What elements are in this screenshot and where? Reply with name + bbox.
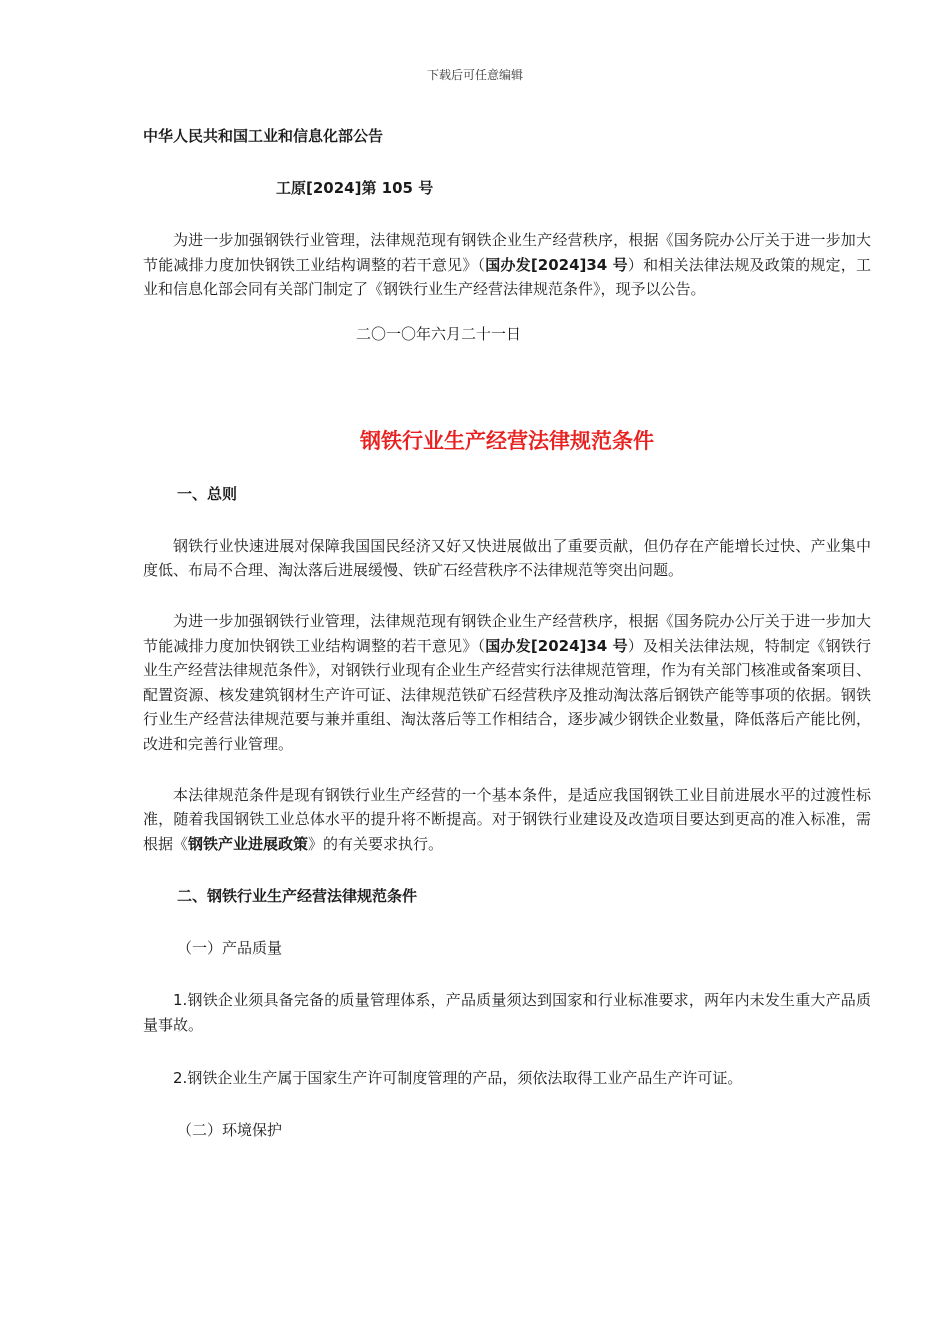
section-heading-general: 一、总则 [177,484,238,503]
list-item-2 [143,1066,871,1091]
general-paragraph-1: 钢铁行业快速进展对保障我国国民经济又好又快进展做出了重要贡献，但仍存在产能增长过快、产业集中度低、布局不合理、淘汰落后进展缓慢、铁矿石经营秩序不法律规范等突出问题。 [143,536,871,580]
document-number: 工原[2024]第 105 号 [276,179,434,197]
intro-text-1: 为进一步加强钢铁行业管理，法律规范现有钢铁企业生产经营秩序，根据《国务院办公厅关于进一步加大节能减排力度加快钢铁工业结构调整的若干意见》（ [143,231,871,274]
section-heading-conditions: 二、钢铁行业生产经营法律规范条件 [177,887,418,906]
intro-text-2: ）和相关法律法规及政策的规定，工业和信息化部会同有关部门制定了《钢铁行业生产经营法律规范条件》，现予以公告。 [143,255,871,299]
list-item-2-number: 2. [173,1068,188,1087]
general-3-text-1: 本法律规范条件是现有钢铁行业生产经营的一个基本条件，是适应我国钢铁工业目前进展水平的过渡性标准，随着我国钢铁工业总体水平的提升将不断提高。对于钢铁行业建设及改造项目要达到更高的准入标准，需根据《 [143,785,871,853]
general-3-reference: 钢铁产业进展政策 [188,834,309,853]
announcement-title: 中华人民共和国工业和信息化部公告 [143,127,384,145]
general-2-text-2: ）及相关法律法规，特制定《钢铁行业生产经营法律规范条件》，对钢铁行业现有企业生产经营实行法律规范管理，作为有关部门核准或备案项目、配置资源、核发建筑钢材生产许可证、法律规范铁矿石经营秩序及推动淘汰落后钢铁产能等事项的依据。钢铁行业生产经营法律规范要与兼并重组、淘汰落后等工作相结合，逐步减少钢铁企业数量，降低落后产能比例，改进和完善行业管理。 [143,636,871,753]
main-title: 钢铁行业生产经营法律规范条件 [360,428,654,453]
header-note: 下载后可任意编辑 [426,68,523,82]
list-item-2-text: 钢铁企业生产属于国家生产许可制度管理的产品，须依法取得工业产品生产许可证。 [187,1068,743,1087]
list-item-1-text: 钢铁企业须具备完备的质量管理体系，产品质量须达到国家和行业标准要求，两年内未发生重大产品质量事故。 [143,991,871,1034]
intro-paragraph [143,228,871,302]
general-3-text-2: 》的有关要求执行。 [308,834,444,853]
list-item-1 [143,988,871,1037]
general-paragraph-3 [143,783,871,857]
general-paragraph-2 [143,609,871,757]
general-2-text-1: 为进一步加强钢铁行业管理，法律规范现有钢铁企业生产经营秩序，根据《国务院办公厅关于进一步加大节能减排力度加快钢铁工业结构调整的若干意见》（ [143,611,871,655]
announcement-date: 二〇一〇年六月二十一日 [356,324,522,343]
general-2-reference: 国办发[2024]34 号 [485,636,628,655]
subsection-heading-quality: （一）产品质量 [177,939,283,958]
list-item-1-number: 1. [173,991,188,1010]
subsection-heading-environment: （二）环境保护 [177,1121,283,1140]
intro-reference: 国办发[2024]34 号 [485,255,628,274]
document-body [143,124,871,1142]
